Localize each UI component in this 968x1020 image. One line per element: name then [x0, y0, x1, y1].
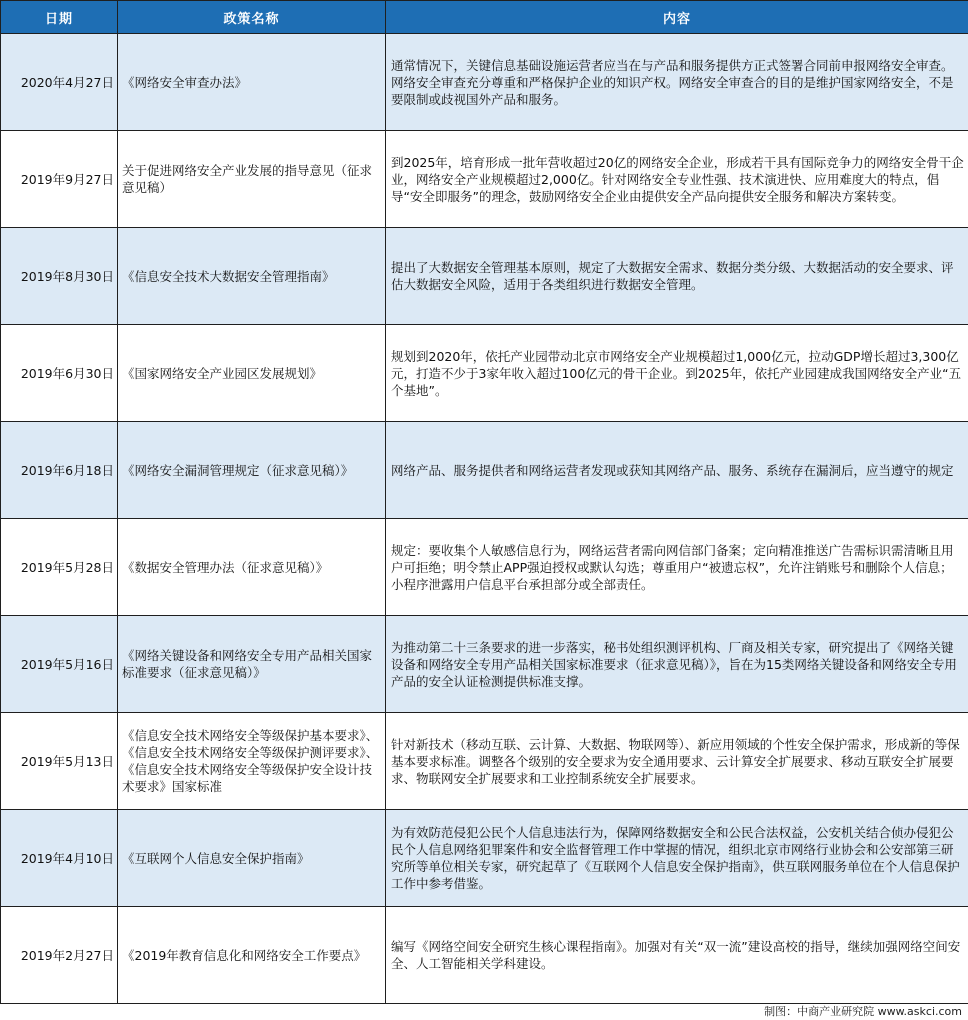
row-date: 2019年6月18日 [1, 422, 118, 519]
row-policy-name: 《互联网个人信息安全保护指南》 [118, 810, 386, 907]
table-row [1, 616, 968, 713]
table-row [1, 325, 968, 422]
row-content: 针对新技术（移动互联、云计算、大数据、物联网等）、新应用领域的个性安全保护需求，形成新的等保基本要求标准。调整各个级别的安全要求为安全通用要求、云计算安全扩展要求、移动互联安全扩展要求、物联网安全扩展要求和工业控制系统安全扩展要求。 [386, 713, 968, 810]
header-content: 内容 [386, 1, 968, 34]
table-row [1, 810, 968, 907]
row-date: 2019年8月30日 [1, 228, 118, 325]
row-date: 2019年6月30日 [1, 325, 118, 422]
header-row [1, 1, 968, 34]
row-policy-name: 《信息安全技术网络安全等级保护基本要求》、《信息安全技术网络安全等级保护测评要求》、《信息安全技术网络安全等级保护安全设计技术要求》国家标准 [118, 713, 386, 810]
source-credit: 制图：中商产业研究院 www.askci.com [764, 1005, 962, 1018]
row-date: 2019年5月13日 [1, 713, 118, 810]
row-policy-name: 《2019年教育信息化和网络安全工作要点》 [118, 907, 386, 1004]
table-row [1, 422, 968, 519]
row-policy-name: 《网络关键设备和网络安全专用产品相关国家标准要求（征求意见稿）》 [118, 616, 386, 713]
row-content: 到2025年，培育形成一批年营收超过20亿的网络安全企业，形成若干具有国际竞争力的网络安全骨干企业，网络安全产业规模超过2,000亿。针对网络安全专业性强、技术演进快、应用难度大的特点，倡导“安全即服务”的理念，鼓励网络安全企业由提供安全产品向提供安全服务和解决方案转变。 [386, 131, 968, 228]
row-policy-name: 《信息安全技术大数据安全管理指南》 [118, 228, 386, 325]
row-content: 为推动第二十三条要求的进一步落实，秘书处组织测评机构、厂商及相关专家，研究提出了《网络关键设备和网络安全专用产品相关国家标准要求（征求意见稿）》，旨在为15类网络关键设备和网络安全专用产品的安全认证检测提供标准支撑。 [386, 616, 968, 713]
row-policy-name: 关于促进网络安全产业发展的指导意见（征求意见稿） [118, 131, 386, 228]
row-policy-name: 《数据安全管理办法（征求意见稿）》 [118, 519, 386, 616]
row-date: 2019年5月16日 [1, 616, 118, 713]
row-content: 提出了大数据安全管理基本原则，规定了大数据安全需求、数据分类分级、大数据活动的安全要求、评估大数据安全风险，适用于各类组织进行数据安全管理。 [386, 228, 968, 325]
row-content: 通常情况下，关键信息基础设施运营者应当在与产品和服务提供方正式签署合同前申报网络安全审查。网络安全审查充分尊重和严格保护企业的知识产权。网络安全审查合的目的是维护国家网络安全，不是要限制或歧视国外产品和服务。 [386, 34, 968, 131]
row-policy-name: 《网络安全审查办法》 [118, 34, 386, 131]
row-date: 2019年9月27日 [1, 131, 118, 228]
row-date: 2019年4月10日 [1, 810, 118, 907]
row-content: 编写《网络空间安全研究生核心课程指南》。加强对有关“双一流”建设高校的指导，继续加强网络空间安全、人工智能相关学科建设。 [386, 907, 968, 1004]
header-date: 日期 [1, 1, 118, 34]
row-date: 2020年4月27日 [1, 34, 118, 131]
table-row [1, 228, 968, 325]
table-row [1, 713, 968, 810]
row-content: 为有效防范侵犯公民个人信息违法行为，保障网络数据安全和公民合法权益，公安机关结合侦办侵犯公民个人信息网络犯罪案件和安全监督管理工作中掌握的情况，组织北京市网络行业协会和公安部第三研究所等单位相关专家，研究起草了《互联网个人信息安全保护指南》，供互联网服务单位在个人信息保护工作中参考借鉴。 [386, 810, 968, 907]
row-date: 2019年2月27日 [1, 907, 118, 1004]
table-row [1, 131, 968, 228]
table-row [1, 34, 968, 131]
row-content: 网络产品、服务提供者和网络运营者发现或获知其网络产品、服务、系统存在漏洞后，应当遵守的规定 [386, 422, 968, 519]
row-content: 规定：要收集个人敏感信息行为，网络运营者需向网信部门备案；定向精准推送广告需标识需清晰且用户可拒绝；明令禁止APP强迫授权或默认勾选；尊重用户“被遗忘权”，允许注销账号和删除个人信息；小程序泄露用户信息平台承担部分或全部责任。 [386, 519, 968, 616]
header-policy-name: 政策名称 [118, 1, 386, 34]
row-policy-name: 《网络安全漏洞管理规定（征求意见稿）》 [118, 422, 386, 519]
table-row [1, 519, 968, 616]
row-date: 2019年5月28日 [1, 519, 118, 616]
row-content: 规划到2020年，依托产业园带动北京市网络安全产业规模超过1,000亿元，拉动GDP增长超过3,300亿元，打造不少于3家年收入超过100亿元的骨干企业。到2025年，依托产业园建成我国网络安全产业“五个基地”。 [386, 325, 968, 422]
table-row [1, 907, 968, 1004]
row-policy-name: 《国家网络安全产业园区发展规划》 [118, 325, 386, 422]
